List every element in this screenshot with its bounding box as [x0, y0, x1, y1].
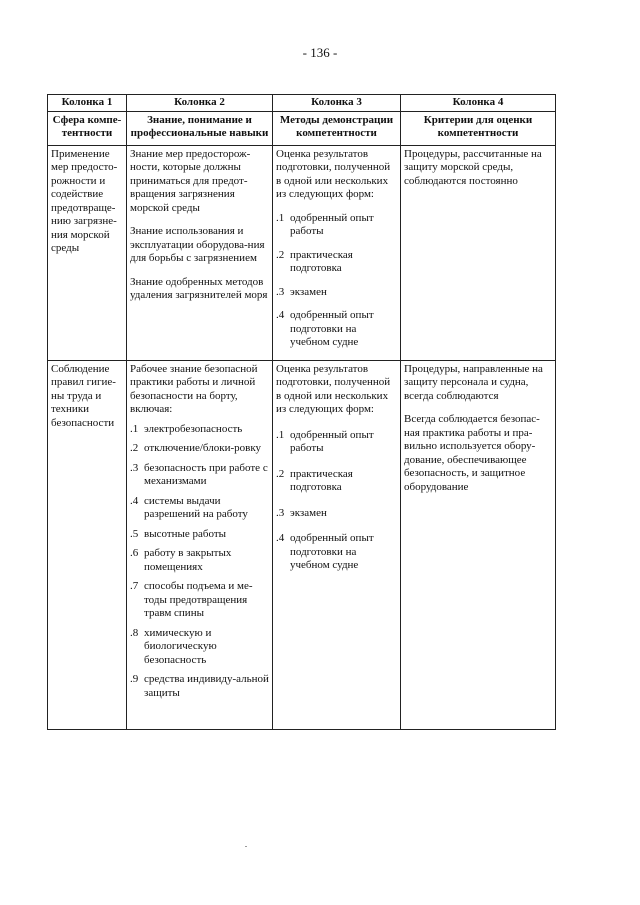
knowledge-cell [127, 360, 273, 729]
list-item: .4 одобренный опыт подготовки на учебном судне [276, 309, 374, 348]
list-item: .5 высотные работы [130, 527, 227, 540]
competence-cell: Соблюдение правил гигие-ны труда и техники безопасности [48, 360, 127, 729]
list-item: .1 одобренный опыт работы [276, 428, 374, 454]
knowledge-text: Знание использования и эксплуатации оборудова-ния для борьбы с загрязнением [130, 225, 265, 264]
list-item: .4 одобренный опыт подготовки на учебном судне [276, 532, 374, 571]
column-header: Колонка 4 [401, 95, 556, 112]
knowledge-text: Знание одобренных методов удаления загрязнителей моря [130, 275, 268, 301]
knowledge-text: Знание мер предосторож-ности, которые должны приниматься для предот-вращения загрязнения морской среды [130, 147, 251, 214]
list-item: .6 работу в закрытых помещениях [130, 547, 232, 573]
table-row [48, 145, 556, 360]
column-header: Колонка 3 [273, 95, 401, 112]
list-item: .9 средства индивиду-альной защиты [130, 673, 269, 699]
list-item: .2 практическая подготовка [276, 248, 353, 274]
knowledge-cell [127, 145, 273, 360]
list-item: .2 практическая подготовка [276, 467, 353, 493]
column-header: Колонка 1 [48, 95, 127, 112]
criteria-cell [401, 360, 556, 729]
methods-cell [273, 360, 401, 729]
scan-speck [245, 846, 247, 847]
column-title: Сфера компе-тентности [48, 111, 127, 145]
column-title: Критерии для оценки компетентности [401, 111, 556, 145]
criteria-text: Процедуры, рассчитанные на защиту морской среды, соблюдаются постоянно [404, 147, 542, 187]
list-item: .3 экзамен [276, 506, 327, 519]
criteria-text: Процедуры, направленные на защиту персонала и судна, всегда соблюдаются [404, 362, 543, 402]
column-header: Колонка 2 [127, 95, 273, 112]
list-item: .2 отключение/блоки-ровку [130, 442, 262, 454]
competence-table [47, 94, 556, 730]
knowledge-intro: Рабочее знание безопасной практики работы и личной безопасности на борту, включая: [130, 362, 258, 415]
list-item: .8 химическую и биологическую безопасность [130, 626, 217, 666]
list-item: .1 электробезопасность [130, 422, 243, 435]
list-item: .3 безопасность при работе с механизмами [130, 461, 268, 487]
methods-intro: Оценка результатов подготовки, полученной в одной или нескольких из следующих форм: [276, 362, 391, 415]
criteria-cell [401, 145, 556, 360]
list-item: .4 системы выдачи разрешений на работу [130, 494, 248, 520]
page-number: - 136 - [302, 45, 338, 60]
methods-cell [273, 145, 401, 360]
list-item: .3 экзамен [276, 285, 327, 298]
list-item: .1 одобренный опыт работы [276, 211, 374, 237]
criteria-text: Всегда соблюдается безопас-ная практика работы и пра-вильно используется обору-дование, обеспечивающее безопасность, и защитное оборудование [404, 413, 540, 493]
methods-intro: Оценка результатов подготовки, полученной в одной или нескольких из следующих форм: [276, 147, 391, 200]
table-row [48, 360, 556, 729]
column-title: Знание, понимание и профессиональные навыки [127, 111, 273, 145]
competence-cell: Применение мер предосто-рожности и содействие предотвраще-нию загрязне-ния морской среды [48, 145, 127, 360]
column-number-row [48, 95, 556, 112]
list-item: .7 способы подъема и ме-тоды предотвращения травм спины [130, 580, 253, 619]
column-title: Методы демонстрации компетентности [273, 111, 401, 145]
column-title-row [48, 111, 556, 145]
